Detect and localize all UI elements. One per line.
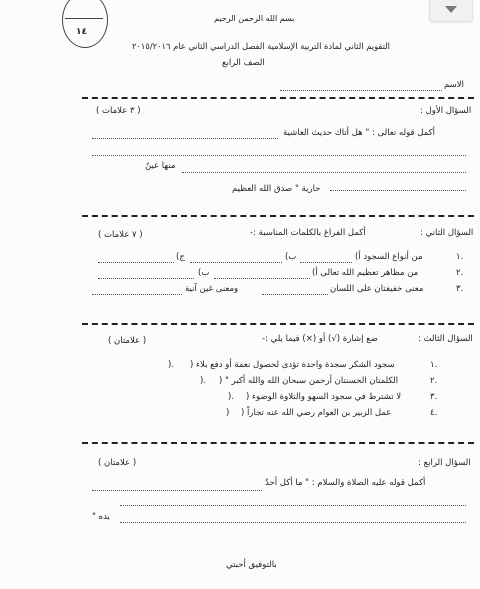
q2-item-2-blank-b[interactable]: [98, 278, 194, 279]
dropdown-button[interactable]: [429, 0, 473, 22]
q3-marks: ( علامتان ): [108, 336, 147, 346]
q2-prompt: أكمل الفراغ بالكلمات المناسبة :-: [250, 228, 366, 238]
q2-item-1-number: ١.: [456, 252, 464, 262]
footer-wish: بالتوفيق أحبتي: [226, 560, 277, 570]
q3-title: السؤال الثالث :: [418, 334, 473, 344]
q3-prompt: ضع إشارة (√) أو (×) فيما يلي :-: [262, 334, 378, 344]
name-input-line[interactable]: [280, 90, 442, 91]
q2-item-2-text: من مظاهر تعظيم الله تعالى أ): [312, 268, 419, 278]
section-divider-3: [82, 323, 474, 325]
q2-item-1-blank-a[interactable]: [300, 262, 352, 263]
section-divider-2: [82, 215, 474, 217]
q1-ending: حارية " صدق الله العظيم: [232, 184, 321, 194]
chevron-down-icon: [445, 6, 457, 13]
score-divider: [65, 18, 103, 19]
name-label: الاسم: [444, 80, 464, 90]
section-divider-4: [82, 442, 474, 444]
grade-label: الصف الرابع: [222, 58, 265, 68]
q2-marks: ( ٧ علامات ): [98, 230, 143, 240]
q1-fragment: منها عينٌ: [145, 161, 176, 171]
q2-item-1-b: ب): [285, 252, 297, 262]
q4-title: السؤال الرابع :: [418, 458, 471, 468]
q3-item-1-number: ١.: [430, 360, 438, 370]
q3-item-3-number: ٣.: [430, 392, 438, 402]
q4-marks: ( علامتان ): [98, 458, 137, 468]
q4-answer-line-2[interactable]: [120, 505, 466, 506]
q2-item-1-blank-c[interactable]: [98, 262, 174, 263]
q2-item-1-text: من أنواع السجود أ): [355, 252, 423, 262]
q2-item-1-c: ج): [176, 252, 185, 262]
q2-title: السؤال الثاني :: [420, 228, 474, 238]
q3-item-4-text: عمل الزبير بن العوام رضي الله عنه تجاراً (: [241, 408, 392, 418]
section-divider-1: [82, 97, 474, 99]
q2-item-3-text: معنى خفيفتان على اللسان: [330, 284, 424, 294]
q2-item-3-blank-a[interactable]: [262, 294, 328, 295]
score-box: ١٤: [76, 27, 87, 37]
q3-item-2-number: ٢.: [430, 376, 438, 386]
q2-item-2-number: ٢.: [456, 268, 464, 278]
q1-answer-line-2[interactable]: [92, 155, 466, 156]
exam-title: التقويم الثاني لمادة التربية الإسلامية الفصل الدراسي الثاني عام ٢٠١٥/٢٠١٦: [132, 41, 390, 51]
q1-answer-line-4[interactable]: [330, 190, 466, 191]
q2-item-3-blank-b[interactable]: [92, 294, 182, 295]
q2-item-2-b: ب): [198, 268, 210, 278]
q3-item-2-text: الكلمتان الحسنتان أرحمن سبحان الله والله أكبر " (: [219, 376, 399, 386]
q2-item-3-c: ومعنى غين آنية: [185, 284, 239, 294]
q3-item-3-close: ).: [228, 392, 235, 402]
q4-answer-line-3[interactable]: [120, 522, 466, 523]
q4-answer-line-1[interactable]: [92, 490, 262, 491]
q3-item-1-text: سجود الشكر سجدة واحدة تؤدى لحصول نعمة أو دفع بلاء (: [190, 360, 395, 370]
q1-marks: ( ٣ علامات ): [96, 106, 141, 116]
q2-item-3-number: ٣.: [456, 284, 464, 294]
q4-prompt: أكمل قوله عليه الصلاة والسلام : " ما أكل أحدٌ: [265, 478, 426, 488]
q1-answer-line-3[interactable]: [182, 172, 466, 173]
q3-item-4-close: ): [226, 408, 230, 418]
q2-item-1-blank-b[interactable]: [190, 262, 282, 263]
q3-item-1-close: ).: [168, 360, 175, 370]
basmala: بسم الله الرحمن الرحيم: [214, 14, 295, 23]
q2-item-2-blank-a[interactable]: [214, 278, 310, 279]
q3-item-2-close: ).: [200, 376, 207, 386]
q1-title: السؤال الأول :: [420, 106, 472, 116]
q1-prompt: أكمل قوله تعالى : " هل أتاك حديث الغاشية: [283, 128, 436, 138]
q3-item-3-text: لا تشترط في سجود السهو والتلاوة الوضوء (: [246, 392, 402, 402]
q3-item-4-number: ٤.: [430, 408, 438, 418]
q4-ending: يده ": [92, 512, 110, 522]
score-oval: [62, 0, 108, 48]
q1-answer-line-1[interactable]: [92, 138, 278, 139]
